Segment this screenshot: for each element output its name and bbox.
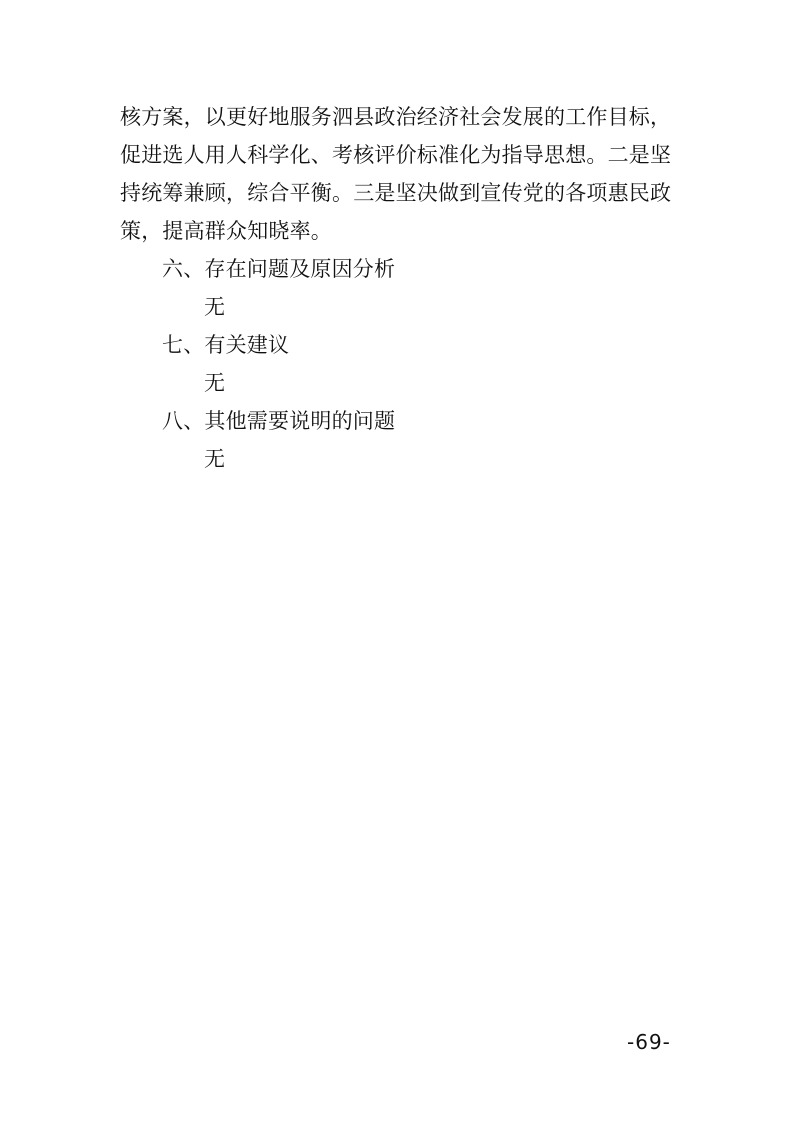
paragraph-line: 核方案，以更好地服务泗县政治经济社会发展的工作目标， xyxy=(120,105,672,129)
paragraph-line: 持统筹兼顾，综合平衡。三是坚决做到宣传党的各项惠民政 xyxy=(120,181,672,205)
paragraph-line: 促进选人用人科学化、考核评价标准化为指导思想。二是坚 xyxy=(120,143,672,167)
section-heading-suggestions: 七、有关建议 xyxy=(162,333,290,357)
section-content-problems: 无 xyxy=(204,295,226,319)
section-content-other-issues: 无 xyxy=(204,447,226,471)
paragraph-line: 策，提高群众知晓率。 xyxy=(120,219,332,243)
section-heading-other-issues: 八、其他需要说明的问题 xyxy=(162,409,396,433)
page-number: -69- xyxy=(627,1030,671,1054)
section-heading-problems: 六、存在问题及原因分析 xyxy=(162,257,396,281)
section-content-suggestions: 无 xyxy=(204,371,226,395)
document-body xyxy=(120,98,680,478)
